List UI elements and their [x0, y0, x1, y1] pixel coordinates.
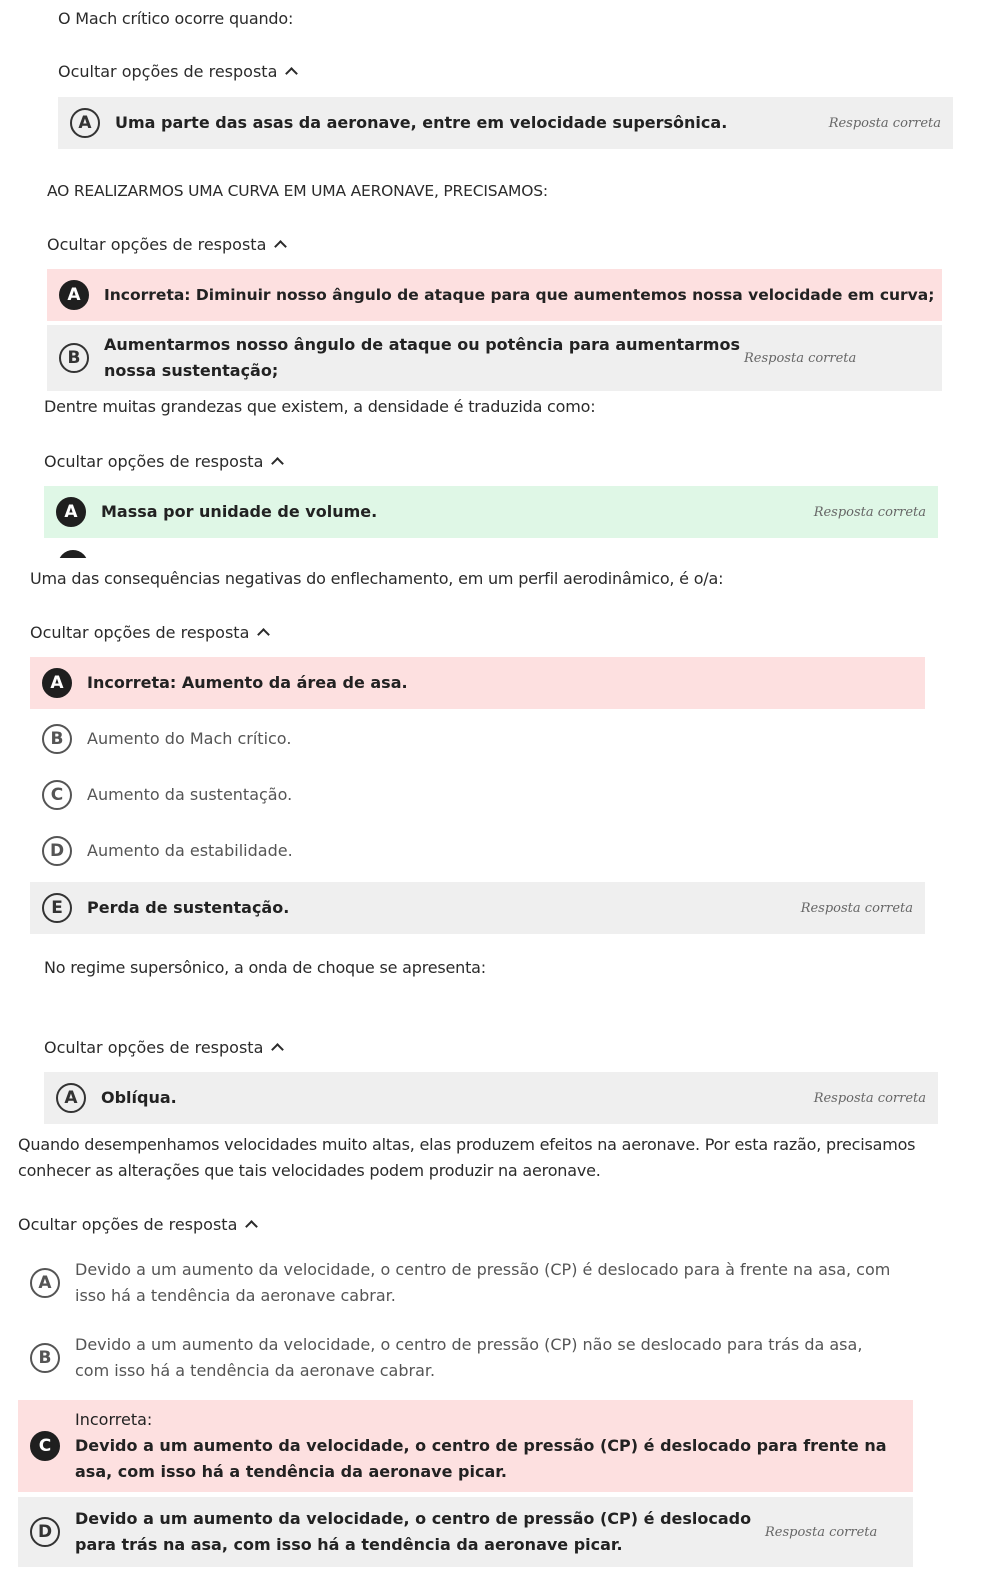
toggle-label: Ocultar opções de resposta [47, 235, 267, 254]
option-d[interactable] [18, 1497, 913, 1567]
chevron-up-icon [286, 67, 299, 80]
option-d[interactable] [30, 825, 925, 877]
correct-answer-label: Resposta correta [813, 504, 926, 520]
option-a[interactable] [44, 1072, 938, 1124]
chevron-up-icon [246, 1220, 259, 1233]
hide-options-toggle[interactable] [44, 452, 282, 471]
option-text: Incorreta: Diminuir nosso ângulo de ataque para que aumentemos nossa velocidade em curva; [104, 286, 935, 304]
option-letter-badge: C [42, 780, 72, 810]
hide-options-toggle[interactable] [18, 1215, 256, 1234]
chevron-up-icon [272, 457, 285, 470]
chevron-up-icon [275, 240, 288, 253]
toggle-label: Ocultar opções de resposta [30, 623, 250, 642]
clipped-option-edge [58, 550, 88, 558]
option-letter-badge: D [42, 836, 72, 866]
option-letter-badge: A [56, 497, 86, 527]
option-b[interactable] [47, 325, 942, 391]
option-b[interactable] [18, 1328, 913, 1388]
option-letter-badge: A [70, 108, 100, 138]
option-text: Massa por unidade de volume. [101, 502, 378, 521]
toggle-label: Ocultar opções de resposta [58, 62, 278, 81]
option-letter-badge: B [30, 1343, 60, 1373]
option-text: Oblíqua. [101, 1088, 177, 1107]
option-text: Uma parte das asas da aeronave, entre em velocidade supersônica. [115, 113, 728, 132]
incorrect-label: Incorreta: [75, 1410, 153, 1429]
option-text: Devido a um aumento da velocidade, o centro de pressão (CP) não se deslocado para trás da asa, com isso há a tendência da aeronave cabrar. [75, 1335, 863, 1380]
option-c[interactable] [30, 769, 925, 821]
option-c[interactable] [18, 1400, 913, 1492]
option-letter-badge: D [30, 1517, 60, 1547]
toggle-label: Ocultar opções de resposta [44, 452, 264, 471]
option-text: Devido a um aumento da velocidade, o centro de pressão (CP) é deslocado para trás na asa, com isso há a tendência da aeronave picar. [75, 1509, 752, 1554]
option-text: Aumento da sustentação. [87, 785, 293, 804]
hide-options-toggle[interactable] [30, 623, 268, 642]
correct-answer-label: Resposta correta [744, 350, 857, 366]
correct-answer-label: Resposta correta [800, 900, 913, 916]
option-content [75, 1407, 895, 1485]
option-text: Devido a um aumento da velocidade, o centro de pressão (CP) é deslocado para à frente na asa, com isso há a tendência da aeronave cabrar. [75, 1260, 891, 1305]
option-letter-badge: B [59, 343, 89, 373]
toggle-label: Ocultar opções de resposta [18, 1215, 238, 1234]
option-letter-badge: C [30, 1431, 60, 1461]
question-3-text: Dentre muitas grandezas que existem, a densidade é traduzida como: [44, 397, 596, 416]
option-letter-badge: A [59, 280, 89, 310]
option-text: Devido a um aumento da velocidade, o centro de pressão (CP) é deslocado para frente na asa, com isso há a tendência da aeronave picar. [75, 1436, 887, 1481]
option-a[interactable] [18, 1253, 913, 1313]
option-a[interactable] [30, 657, 925, 709]
hide-options-toggle[interactable] [44, 1038, 282, 1057]
hide-options-toggle[interactable] [47, 235, 285, 254]
option-text: Aumentarmos nosso ângulo de ataque ou potência para aumentarmos nossa sustentação; [104, 335, 740, 380]
option-a[interactable] [58, 97, 953, 149]
option-text: Perda de sustentação. [87, 898, 290, 917]
question-6-text: Quando desempenhamos velocidades muito altas, elas produzem efeitos na aeronave. Por esta razão, precisamos conhecer as alterações que tais velocidades podem produzir na aeronave. [18, 1135, 916, 1180]
option-letter-badge: A [42, 668, 72, 698]
question-5-text: No regime supersônico, a onda de choque se apresenta: [44, 958, 486, 977]
option-b[interactable] [30, 713, 925, 765]
correct-answer-label: Resposta correta [828, 115, 941, 131]
option-e[interactable] [30, 882, 925, 934]
question-4-text: Uma das consequências negativas do enflechamento, em um perfil aerodinâmico, é o/a: [30, 569, 724, 588]
correct-answer-label: Resposta correta [813, 1090, 926, 1106]
correct-answer-label: Resposta correta [765, 1524, 878, 1540]
hide-options-toggle[interactable] [58, 62, 296, 81]
option-a[interactable] [44, 486, 938, 538]
chevron-up-icon [258, 628, 271, 641]
option-letter-badge: A [56, 1083, 86, 1113]
toggle-label: Ocultar opções de resposta [44, 1038, 264, 1057]
option-text: Aumento da estabilidade. [87, 841, 293, 860]
option-letter-badge: B [42, 724, 72, 754]
chevron-up-icon [272, 1043, 285, 1056]
option-letter-badge: A [30, 1268, 60, 1298]
option-text: Incorreta: Aumento da área de asa. [87, 673, 408, 692]
question-1-text: O Mach crítico ocorre quando: [58, 9, 294, 28]
option-text: Aumento do Mach crítico. [87, 729, 292, 748]
question-2-text: AO REALIZARMOS UMA CURVA EM UMA AERONAVE, PRECISAMOS: [47, 182, 548, 200]
option-letter-badge: E [42, 893, 72, 923]
option-a[interactable] [47, 269, 942, 321]
